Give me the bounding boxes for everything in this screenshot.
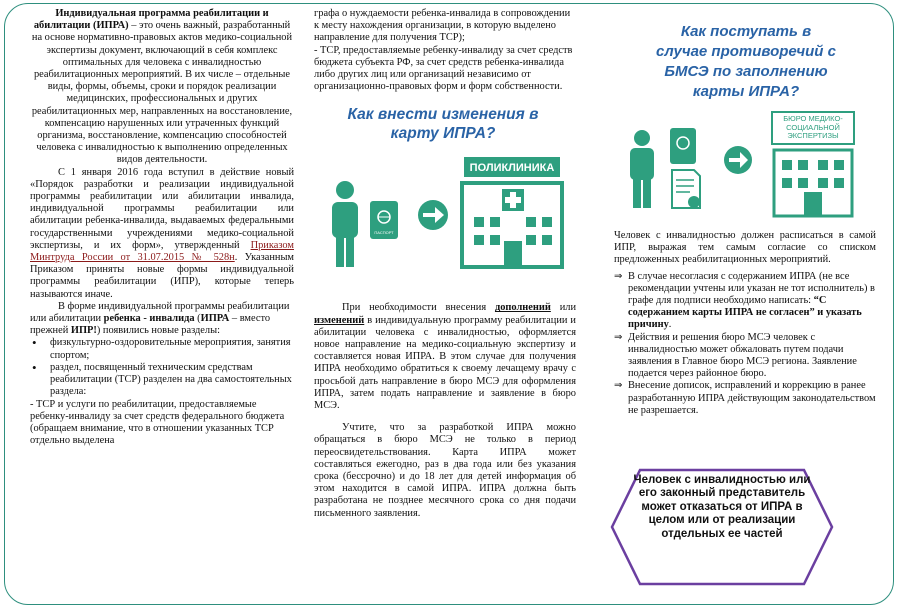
clinic-illustration: [314, 147, 576, 302]
order-paragraph: [30, 167, 294, 301]
tsr-continued: графа о нуждаемости ребенка-инвалида в сопровождении к месту нахождения организации, в которую выделено направление для получения ТСР);: [314, 8, 571, 44]
person-icon: [332, 181, 358, 267]
bureau-sign: БЮРО МЕДИКО-СОЦИАЛЬНОЙ ЭКСПЕРТИЗЫ: [783, 114, 843, 140]
order-text: С 1 января 2016 года вступил в действие новый «Порядок разработки и реализации индивидуальной программы реабилитации или абилитации инвалида, индивидуальной программы реабилитации или абилитации ребенка-инвалида, выдаваемых федеральными государственными учреждениями медико-социальной экспертизы, и их форм», утвержденный: [30, 166, 294, 251]
list-item: ⇒ Внесение дописок, исправлений и коррекцию в ранее разработанную ИПРА действующим законодательством не разрешается.: [614, 380, 876, 417]
intro-title: Индивидуальная программа реабилитации и абилитации (ИПРА): [33, 8, 269, 32]
form-paragraph: [30, 301, 294, 338]
form-text-end: ) появились новые разделы:: [96, 325, 220, 337]
bureau-illustration: [614, 108, 876, 226]
changes-text-end: в индивидуальную программу реабилитации и абилитации человека с инвалидностью, оформляется новое направление на медико-социальную экспертизу и составляется новая ИПРА. В этом случае для получения ИПРА необходимо обратиться к своему лечащему врачу с просьбой дать направление в бюро МСЭ для оформления ИПРА, затем подать направление и заявление в бюро МСЭ.: [314, 314, 576, 412]
form-bold-ipr: ИПР!: [70, 325, 97, 337]
list-item: [614, 271, 876, 332]
intro-paragraph: [30, 8, 294, 167]
list-item: • раздел, посвященный техническим средствам реабилитации (ТСР) разделен на два самостоятельных раздела:: [30, 362, 294, 399]
disagree-text: В случае несогласия с содержанием ИПРА (не все рекомендации учтены или указан не тот исполнитель) в графе для подписи необходимо написать:: [628, 270, 875, 307]
form-paren: (: [194, 313, 201, 325]
clinic-sign: ПОЛИКЛИНИКА: [469, 162, 555, 175]
changes-word: изменений: [314, 314, 365, 326]
document-icon: [672, 170, 700, 208]
intro-text: – это очень важный, разработанный на основе нормативно-правовых актов медико-социальной экспертизы документ, включающий в себя комплекс оптимальных для человека с инвалидностью реабилитационных мероприятий. В их числе – отдельные виды, формы, объемы, сроки и порядок реализации медицинских, профессиональных и других реабилитационных мер, направленных на восстановление, компенсацию нарушенных или утраченных функций организма, восстановление, компенсацию способностей человека с инвалидностью к выполнению определенных видов деятельности.: [31, 20, 293, 166]
column-3: [614, 8, 876, 417]
disagree-end: .: [668, 319, 672, 331]
changes-paragraph: [314, 302, 576, 412]
refusal-callout-text: Человек с инвалидностью или его законный представитель может отказаться от ИПРА в целом или от реализации отдельных ее частей: [633, 474, 811, 540]
ipra-period-paragraph: Учтите, что за разработкой ИПРА можно обращаться в бюро МСЭ не только в период переосвидетельствования. Карта ИПРА может составляться ежегодно, раз в два года или без указания срока (бессрочно) и до 18 лет для детей информация об этом находится в самой ИПРА. ИПРА должна быть разработана не позднее месячного срока со дня подачи письменного заявления.: [314, 422, 576, 519]
column-2: [314, 8, 576, 520]
changes-or: или: [550, 302, 577, 314]
passport-icon: [670, 128, 696, 164]
form-text: В форме индивидуальной программы реабилитации или абилитации: [30, 300, 290, 325]
order-text-end: . Указанным Приказом приняты новые формы индивидуальной программы реабилитации (ИПР), которые теперь называются иначе.: [30, 252, 294, 300]
svg-text:ПАСПОРТ: ПАСПОРТ: [374, 230, 394, 236]
person-icon: [630, 130, 654, 208]
new-sections-list: [30, 337, 294, 398]
list-item: • физкультурно-оздоровительные мероприятия, занятия спортом;: [30, 337, 294, 361]
arrow-icon: [418, 200, 448, 230]
tsr-regional: - ТСР, предоставляемые ребенку-инвалиду за счет средств бюджета субъекта РФ, за счет средств ребенка-инвалида либо других лиц или организаций независимо от организационно-правовых форм и форм собственности.: [314, 44, 573, 93]
list-item: ⇒ Действия и решения бюро МСЭ человек с инвалидностью может обжаловать путем подачи заявления в Главное бюро МСЭ региона. Заявление подается через районное бюро.: [614, 332, 876, 381]
heading-changes: Как внести изменения в карту ИПРА?: [347, 106, 539, 143]
form-bold-ipra: ИПРА: [200, 313, 230, 325]
order-link[interactable]: Приказом Минтруда России от 31.07.2015 № 528н: [30, 239, 294, 264]
tsr-paragraph: - ТСР и услуги по реабилитации, предоставляемые ребенку-инвалиду за счет средств федерального бюджета (обращаем внимание, что в отношении указанных ТСР отдельно выделена: [30, 398, 285, 447]
form-text-mid: – вместо прежней: [30, 313, 271, 337]
disagree-phrase: “С содержанием карты ИПРА не согласен” и указать причину: [628, 295, 862, 331]
additions-word: дополнений: [494, 302, 551, 314]
form-bold-child: ребенка - инвалида: [103, 313, 195, 325]
arrow-icon: [724, 146, 752, 174]
dispute-list: [614, 271, 876, 417]
heading-disputes: Как поступать в случае противоречий с БМСЭ по заполнению карты ИПРА?: [656, 23, 836, 100]
changes-text: При необходимости внесения: [342, 302, 495, 314]
passport-icon: [370, 201, 398, 239]
signature-paragraph: Человек с инвалидностью должен расписаться в самой ИПР, выражая тем самым согласие со списком предложенных реабилитационных мероприятий.: [614, 230, 876, 266]
column-1: [30, 8, 294, 447]
